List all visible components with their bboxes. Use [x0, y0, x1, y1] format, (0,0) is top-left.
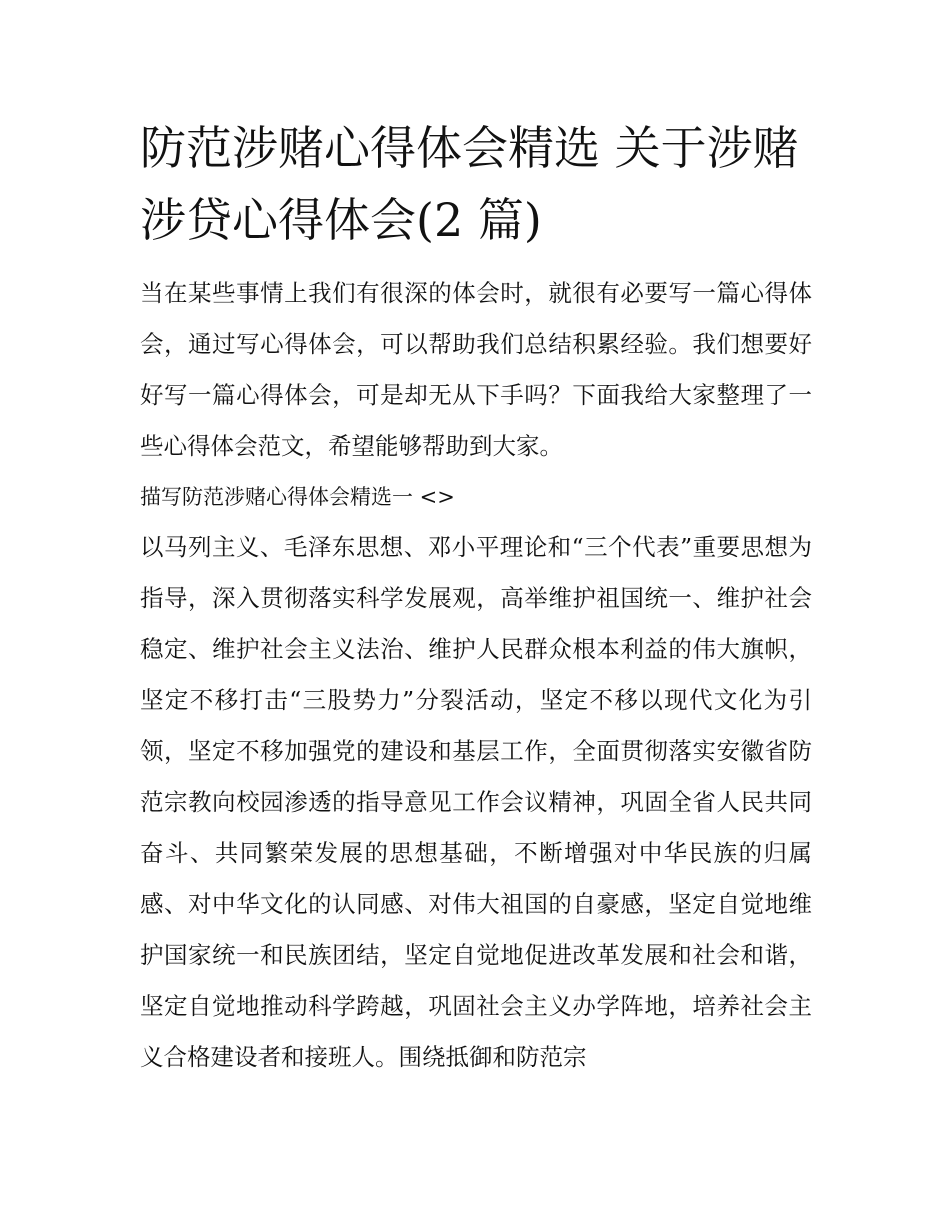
intro-paragraph: 当在某些事情上我们有很深的体会时，就很有必要写一篇心得体会，通过写心得体会，可以帮助我们总结积累经验。我们想要好好写一篇心得体会，可是却无从下手吗？下面我给大家整理了一些心得体会范文，希望能够帮助到大家。: [140, 279, 812, 460]
body-paragraph: 以马列主义、毛泽东思想、邓小平理论和“三个代表”重要思想为指导，深入贯彻落实科学发展观，高举维护祖国统一、维护社会稳定、维护社会主义法治、维护人民群众根本利益的伟大旗帜，坚定不移打击“三股势力”分裂活动，坚定不移以现代文化为引领，坚定不移加强党的建设和基层工作，全面贯彻落实安徽省防范宗教向校园渗透的指导意见工作会议精神，巩固全省人民共同奋斗、共同繁荣发展的思想基础，不断增强对中华民族的归属感、对中华文化的认同感、对伟大祖国的自豪感，坚定自觉地维护国家统一和民族团结，坚定自觉地促进改革发展和社会和谐，坚定自觉地推动科学跨越，巩固社会主义办学阵地，培养社会主义合格建设者和接班人。围绕抵御和防范宗: [140, 533, 812, 1071]
section-heading: 描写防范涉赌心得体会精选一 <>: [140, 485, 455, 509]
document-page: [140, 112, 812, 1083]
document-title: 防范涉赌心得体会精选 关于涉赌涉贷心得体会(2 篇): [140, 121, 799, 247]
